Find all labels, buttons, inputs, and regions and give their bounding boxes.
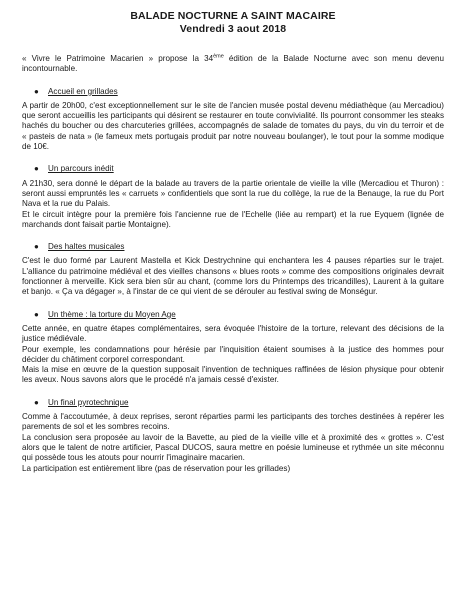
paragraph: A 21h30, sera donné le départ de la balade au travers de la partie orientale de vieille la ville (Mercadiou et Thuron) : seront aussi empruntés les « carruets » confidentiels que sont la rue du collège, la rue de la Benauge, la rue du Port Nava et la rue du Palais. xyxy=(22,178,444,209)
section-parcours xyxy=(22,164,444,230)
section-heading: Un parcours inédit xyxy=(48,164,114,174)
section-header xyxy=(34,87,444,97)
section-theme xyxy=(22,310,444,386)
intro-text-end: édition de la Balade Nocturne avec son menu devenu incontournable. xyxy=(22,54,444,74)
paragraph: La conclusion sera proposée au lavoir de la Bavette, au pied de la vieille ville et à proximité des « grottes ». C'est alors que le talent de notre artificier, Pascal DUCOS, saura mettre en poésie lumineuse et rythmée un site méconnu qui possède tous les atouts pour nourrir l'imaginaire macarien. xyxy=(22,432,444,463)
section-header xyxy=(34,242,444,252)
section-body xyxy=(22,256,444,297)
paragraph: Pour exemple, les condamnations pour hérésie par l'inquisition étaient soumises à la justice des hommes pour décider du châtiment corporel correspondant. xyxy=(22,344,444,364)
paragraph: C'est le duo formé par Laurent Mastella et Kick Destrychnine qui enchantera les 4 pauses réparties sur le trajet. L'alliance du patrimoine médiéval et des vieilles chansons « blues roots » comme des compositions originales devrait fonctionner à merveille. Kick sera bien sûr au chant, (comme lors du Printemps des tricandilles), Laurent à la guitare et banjo. « Ça va dégager », à l'instar de ce qui vient de se dérouler au festival swing de Monségur. xyxy=(22,256,444,297)
paragraph: Cette année, en quatre étapes complémentaires, sera évoquée l'histoire de la torture, relevant des décisions de la justice médiévale. xyxy=(22,323,444,344)
section-final xyxy=(22,398,444,474)
section-haltes xyxy=(22,242,444,297)
section-heading: Un thème : la torture du Moyen Age xyxy=(48,309,176,319)
bullet-icon: ● xyxy=(34,397,39,407)
section-body xyxy=(22,324,444,386)
intro-text-start: « Vivre le Patrimoine Macarien » propose la 34 xyxy=(22,54,214,63)
bullet-icon: ● xyxy=(34,309,39,319)
paragraph: A partir de 20h00, c'est exceptionnellement sur le site de l'ancien musée postal devenu médiathèque (au Mercadiou) que seront accueillis les participants qui désirent se restaurer en toute convivialité. Ils pourront consommer les steaks hachés du boucher ou des charcuteries grillées, accompagnés de salade de tomates du pays, du vin du terroir et de « pasteis de nata » (le fameux mets portugais produit par notre nouveau boulanger), le tout pour la somme modique de 10€. xyxy=(22,100,444,152)
bullet-icon: ● xyxy=(34,86,39,96)
section-heading: Des haltes musicales xyxy=(48,242,125,252)
section-body xyxy=(22,179,444,230)
title-line-1: BALADE NOCTURNE A SAINT MACAIRE xyxy=(130,10,336,22)
section-heading: Accueil en grillades xyxy=(48,86,118,96)
section-body xyxy=(22,412,444,474)
section-heading: Un final pyrotechnique xyxy=(48,397,129,407)
intro-paragraph xyxy=(22,54,444,75)
paragraph: Et le circuit intègre pour la première fois l'ancienne rue de l'Echelle (liée au rempart) et la rue Eyquem (lignée de marchands dont faisait partie Montaigne). xyxy=(22,209,444,229)
intro-superscript: ème xyxy=(213,53,224,60)
section-header xyxy=(34,310,444,320)
section-header xyxy=(34,398,444,408)
section-header xyxy=(34,164,444,174)
title-line-2: Vendredi 3 aout 2018 xyxy=(179,22,287,35)
section-accueil xyxy=(22,87,444,153)
bullet-icon: ● xyxy=(34,164,39,174)
document-title xyxy=(22,10,444,35)
bullet-icon: ● xyxy=(34,242,39,252)
section-body xyxy=(22,101,444,152)
paragraph: Mais la mise en œuvre de la question supposait l'invention de techniques raffinées de lésion physique pour obtenir les aveux. Nous savons alors que le procédé n'a jamais cessé d'exister. xyxy=(22,365,444,385)
paragraph: Comme à l'accoutumée, à deux reprises, seront réparties parmi les participants des torches destinées à repérer les parements de sol et les sombres recoins. xyxy=(22,412,444,432)
paragraph: La participation est entièrement libre (pas de réservation pour les grillades) xyxy=(22,463,291,473)
